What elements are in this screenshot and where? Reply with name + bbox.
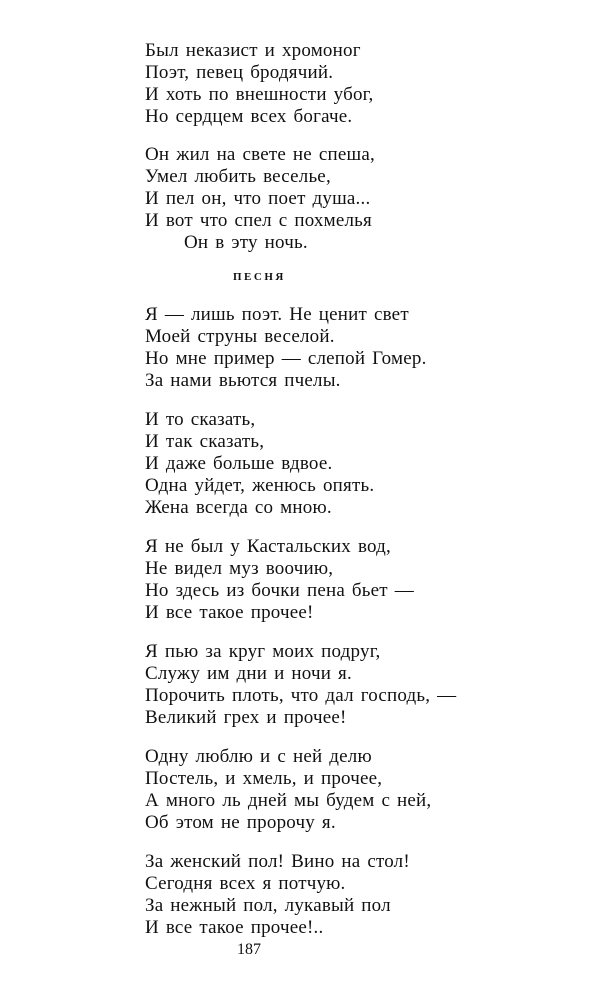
poem-line: Не видел муз воочию, — [145, 558, 334, 579]
poem-line: И вот что спел с похмелья — [145, 210, 372, 231]
song-title: ПЕСНЯ — [233, 271, 286, 283]
poem-line: За женский пол! Вино на стол! — [145, 851, 410, 872]
poem-line: Великий грех и прочее! — [145, 707, 347, 728]
poem-line: Был неказист и хромоног — [145, 40, 361, 61]
poem-line: Порочить плоть, что дал господь, — — [145, 685, 457, 706]
poem-line: Но мне пример — слепой Гомер. — [145, 348, 427, 369]
poem-line: Он жил на свете не спеша, — [145, 144, 375, 165]
poem-line: Но здесь из бочки пена бьет — — [145, 580, 414, 601]
poem-line: Я не был у Кастальских вод, — [145, 536, 391, 557]
poem-line: За нежный пол, лукавый пол — [145, 895, 391, 916]
poem-line: Одну люблю и с ней делю — [145, 746, 372, 767]
poem-line: И то сказать, — [145, 409, 256, 430]
poem-line: За нами вьются пчелы. — [145, 370, 341, 391]
poem-line: Об этом не пророчу я. — [145, 812, 336, 833]
poem-line: Умел любить веселье, — [145, 166, 331, 187]
poem-line: Сегодня всех я потчую. — [145, 873, 346, 894]
poem-line: Одна уйдет, женюсь опять. — [145, 475, 375, 496]
poem-line: И даже больше вдвое. — [145, 453, 333, 474]
poem-line: И все такое прочее!.. — [145, 917, 324, 938]
poem-line: А много ль дней мы будем с ней, — [145, 790, 432, 811]
poem-line: Поэт, певец бродячий. — [145, 62, 334, 83]
poem-line: Служу им дни и ночи я. — [145, 663, 352, 684]
poem-line-indented: Он в эту ночь. — [184, 232, 308, 253]
page-number: 187 — [237, 941, 261, 958]
poem-line: И так сказать, — [145, 431, 265, 452]
poem-line: Постель, и хмель, и прочее, — [145, 768, 383, 789]
poem-line: И хоть по внешности убог, — [145, 84, 374, 105]
poem-line: Я пью за круг моих подруг, — [145, 641, 381, 662]
poem-line: Но сердцем всех богаче. — [145, 106, 353, 127]
poem-line: Я — лишь поэт. Не ценит свет — [145, 304, 409, 325]
poem-line: Жена всегда со мною. — [145, 497, 332, 518]
poem-line: Моей струны веселой. — [145, 326, 335, 347]
poem-line: И пел он, что поет душа... — [145, 188, 371, 209]
poem-line: И все такое прочее! — [145, 602, 314, 623]
